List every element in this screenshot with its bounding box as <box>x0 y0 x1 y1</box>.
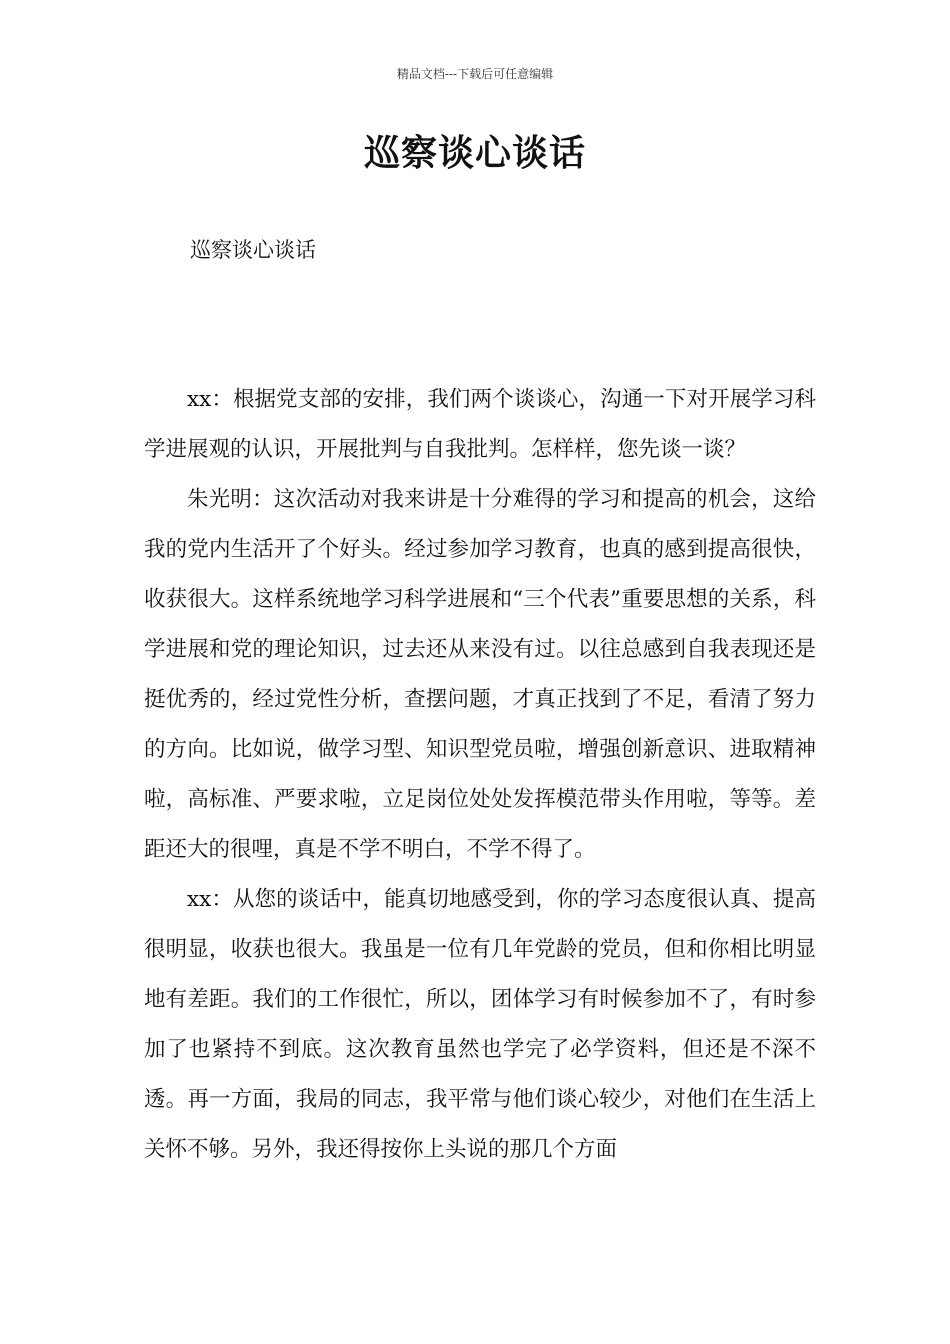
document-title: 巡察谈心谈话 <box>363 132 586 174</box>
paragraph: 朱光明：这次活动对我来讲是十分难得的学习和提高的机会，这给我的党内生活开了个好头。经过参加学习教育，也真的感到提高很快，收获很大。这样系统地学习科学进展和“三个代表”重要思想的关系，科学进展和党的理论知识，过去还从来没有过。以往总感到自我表现还是挺优秀的，经过党性分析，查摆问题，才真正找到了不足，看清了努力的方向。比如说，做学习型、知识型党员啦，增强创新意识、进取精神啦，高标准、严要求啦，立足岗位处处发挥模范带头作用啦，等等。差距还大的很哩，真是不学不明白，不学不得了。 <box>144 487 816 862</box>
document-body <box>144 375 816 1175</box>
header-note: 精品文档---下载后可任意编辑 <box>396 67 554 81</box>
paragraph: xx：根据党支部的安排，我们两个谈谈心，沟通一下对开展学习科学进展观的认识，开展批判与自我批判。怎样样，您先谈一谈？ <box>144 387 816 462</box>
document-subtitle: 巡察谈心谈话 <box>190 238 316 262</box>
paragraph: xx：从您的谈话中，能真切地感受到，你的学习态度很认真、提高很明显，收获也很大。我虽是一位有几年党龄的党员，但和你相比明显地有差距。我们的工作很忙，所以，团体学习有时候参加不了，有时参加了也紧持不到底。这次教育虽然也学完了必学资料，但还是不深不透。再一方面，我局的同志，我平常与他们谈心较少，对他们在生活上关怀不够。另外，我还得按你上头说的那几个方面 <box>144 887 816 1162</box>
